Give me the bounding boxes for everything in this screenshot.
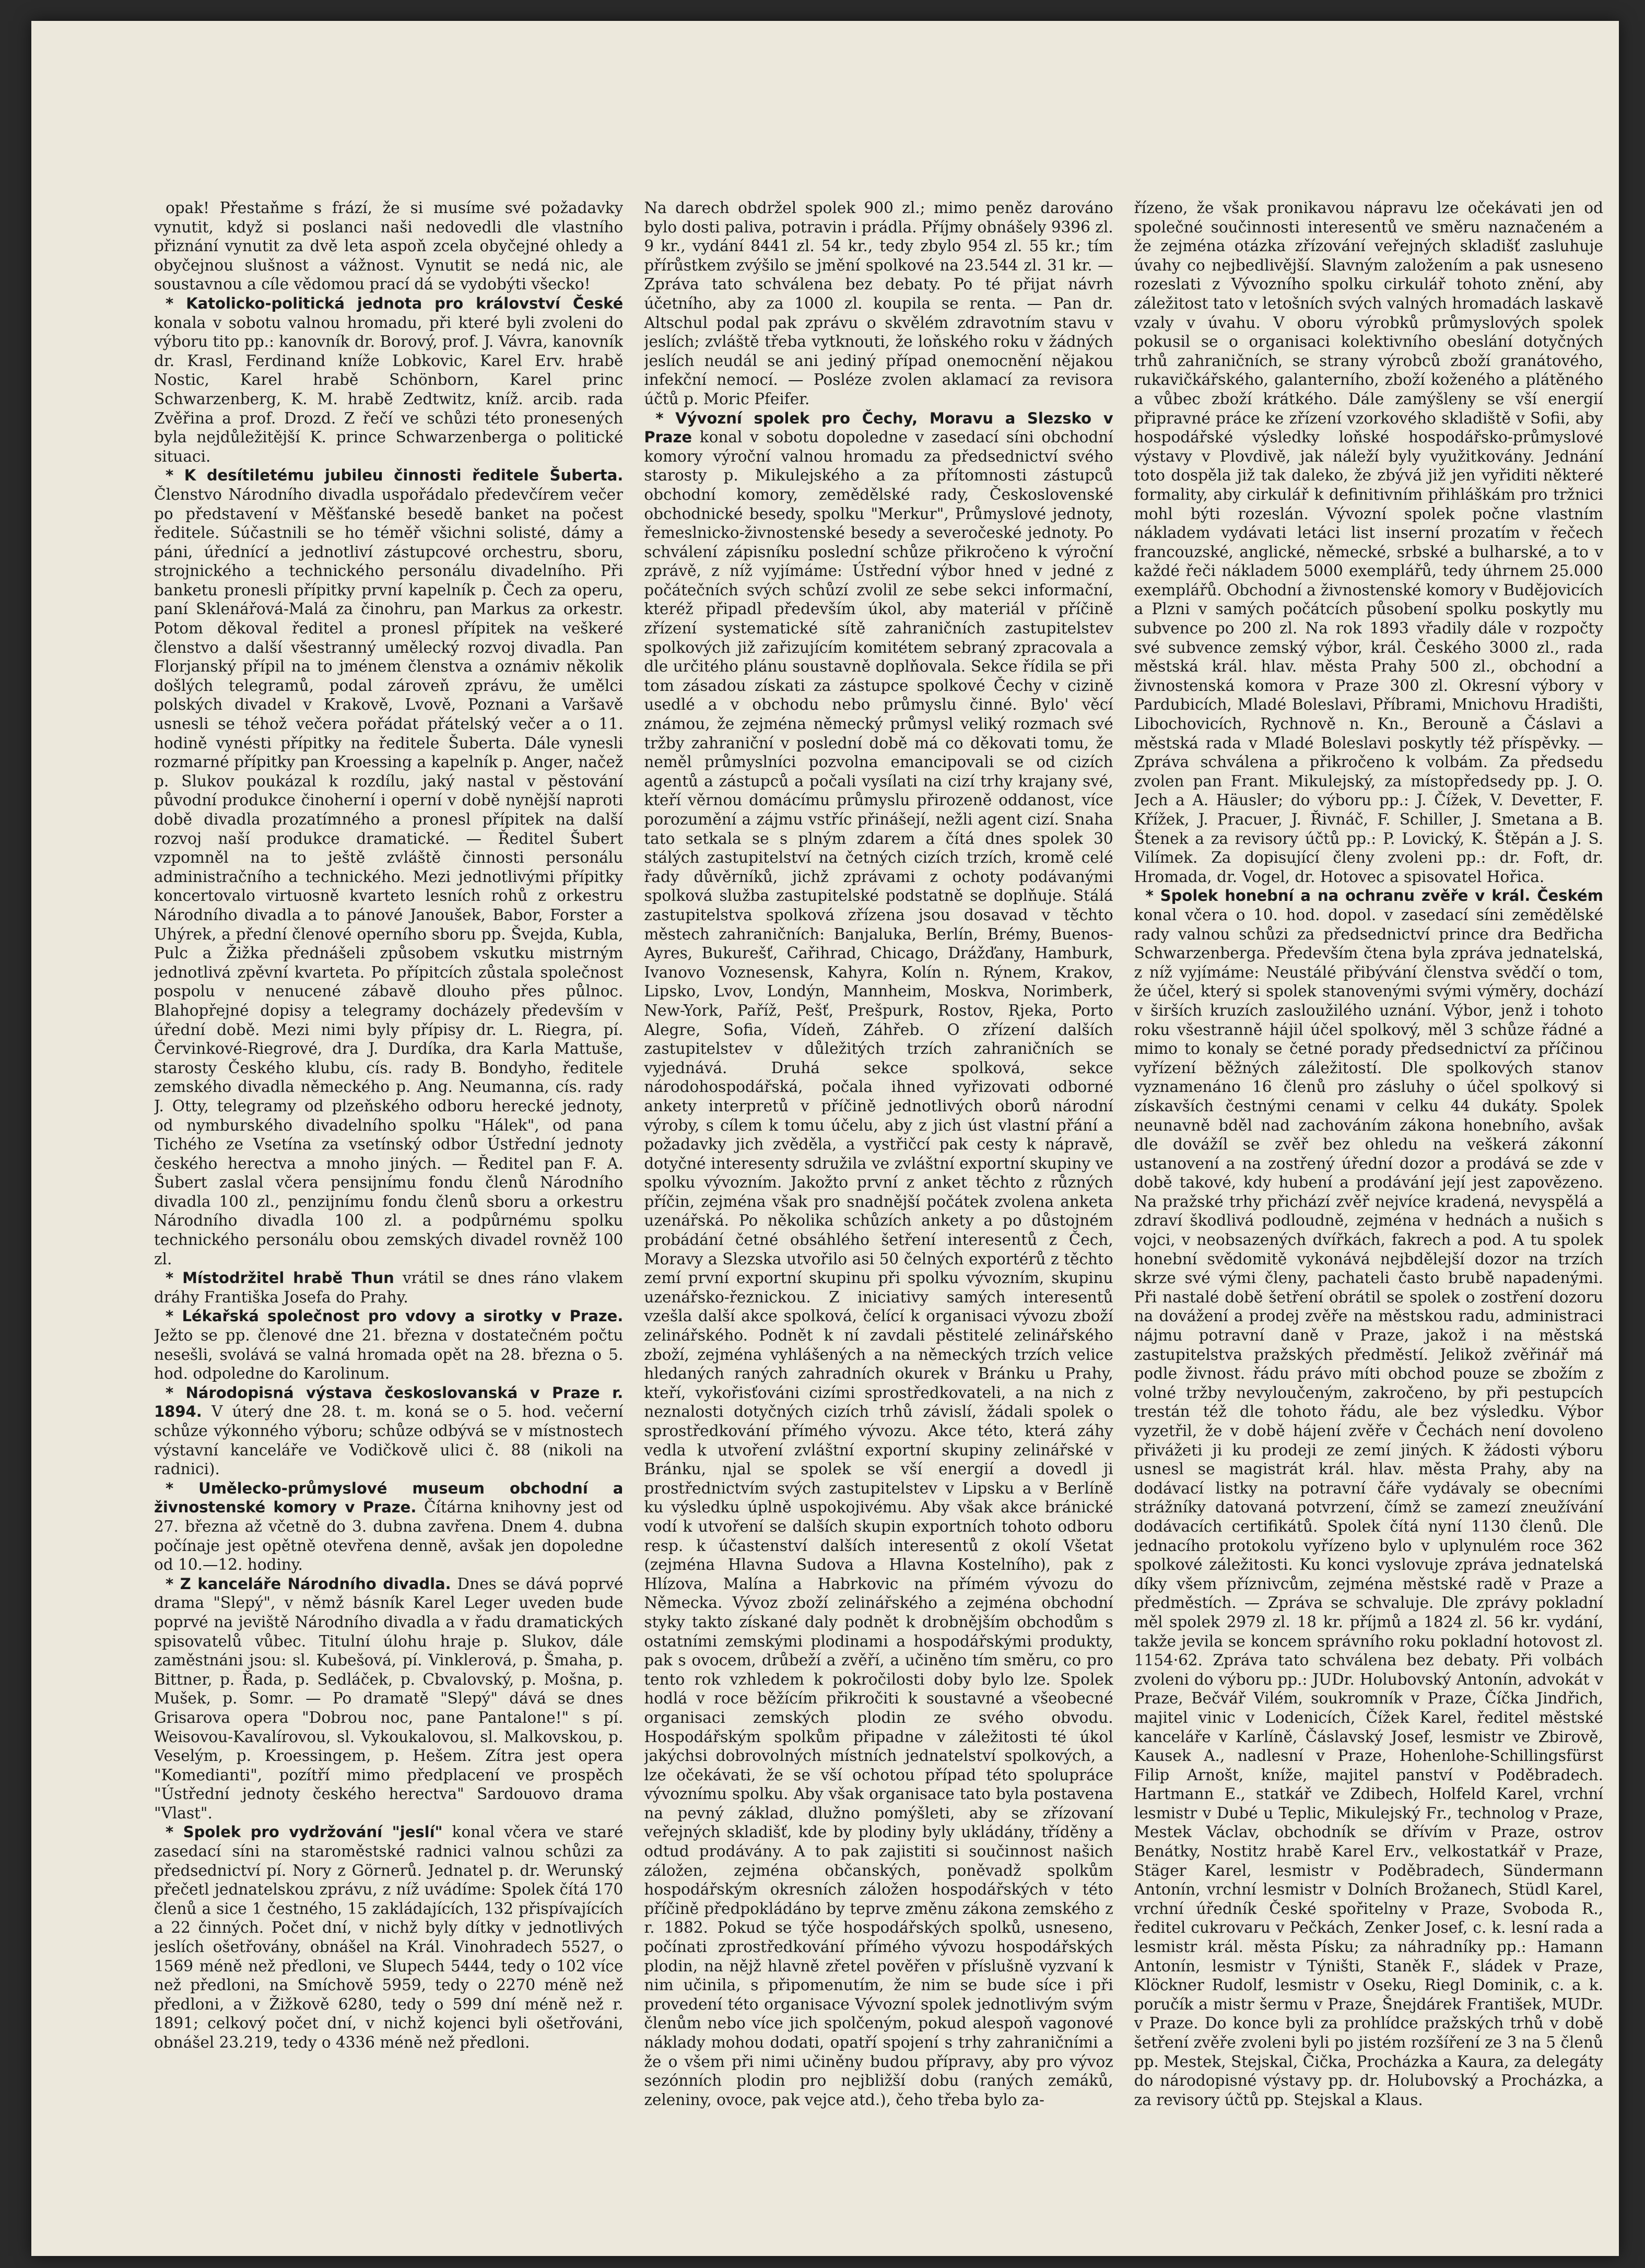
paragraph-heading: * Spolek pro vydržování "jeslí" [166, 1823, 443, 1841]
newspaper-page [31, 21, 1619, 2256]
paragraph-text: řízeno, že však pronikavou nápravu lze očekávati jen od společné součinnosti interesentů ve směru naznačeném a že zejména otázka zřízování veřejných skladišť zasluhuje úvahy co nejbedlivější. Slavným založením a pak usneseno rozeslati z Vývozního spolku cirkulář tohoto znění, aby záležitost tato v letošních svých valných hromadách laskavě vzaly v úvahu. V oboru výrobků průmyslových spolek pokusil se o organisaci kolektivního obeslání dotyčných trhů zahraničních, se strany výrobců zboží granátového, rukavičkářského, galanterního, zboží koženého a plátěného a vůbec zboží krátkého. Dále zamýšleny se vší energií připravné práce ke zřízení vzorkového skladiště v Sofii, aby hospodářské výsledky loňské hospodářsko-průmyslové výstavy v Plovdivě, jak náleží byly využitkovány. Jednání toto dospěla již tak daleko, že zbývá již jen vyřiditi některé formality, aby cirkulář k definitivním přihláškám pro tržnici mohl býti rozeslán. Vývozní spolek počne vlastním nákladem vydávati letáci list inserní prozatím v řečech francouzské, anglické, německé, srbské a bulharské, a to v každé řeči nákladem 5000 exemplářů, tedy úhrnem 25.000 exemplářů. Obchodní a živnostenské komory v Budějovicích a Plzni v samých počátcích působení spolku poskytly mu subvence po 200 zl. Na rok 1893 vřadily dále v rozpočty své subvence zemský výbor, král. Českého 3000 zl., rada městská král. hlav. města Prahy 500 zl., obchodní a živnostenská komora v Praze 300 zl. Okresní výbory v Pardubicích, Mladé Boleslavi, Příbrami, Mnichovu Hradišti, Libochovicích, Rychnově n. Kn., Berouně a Čáslavi a městská rada v Mladé Boleslavi poskytly též příspěvky. — Zpráva schválena a přikročeno k volbám. Za předsedu zvolen pan Frant. Mikulejský, za místopředsedy pp. J. O. Jech a A. Häusler; do výboru pp.: J. Čížek, V. Devetter, F. Křížek, J. Pracuer, J. Řivnáč, F. Schiller, J. Smetana a B. Štenek a za revisory účtů pp.: P. Lovický, K. Štěpán a J. S. Vilímek. Za dopisující členy zvoleni pp.: dr. Foft, dr. Hromada, dr. Vogel, dr. Hotovec a spisovatel Hořica. [1134, 199, 1603, 886]
news-paragraph [154, 1268, 623, 1307]
paragraph-heading: * Lékařská společnost pro vdovy a sirotky v Praze. [166, 1307, 624, 1325]
paragraph-heading: * Katolicko-politická jednota pro království České [166, 294, 624, 312]
news-paragraph [154, 466, 623, 1268]
paragraph-text: Členstvo Národního divadla uspořádalo předevčírem večer po představení v Měšťanské besedě banket na počest ředitele. Súčastnili se ho téměř všichni solisté, dámy a páni, úřednící a jednotliví zástupcové orchestru, sboru, strojnického a technického personálu divadelního. Při banketu pronesli přípitky první kapelník p. Čech za operu, paní Sklenářová-Malá za činohru, pan Markus za orkestr. Potom děkoval ředitel a pronesl přípitek na veškeré členstvo a další všestranný umělecký rozvoj divadla. Pan Florjanský přípil na to jménem členstva a oznámiv několik došlých telegramů, podal zároveň zprávu, že umělci polských divadel v Krakově, Lvově, Poznani a Varšavě usnesli se téhož večera pořádat přátelský večer a o 11. hodině vynésti přípitky na ředitele Šuberta. Dále vynesli rozmarné přípitky pan Kroessing a kapelník p. Anger, načež p. Slukov poukázal k rozdílu, jaký nastal v pěstování původní produkce činoherní i operní v době nynější naproti době divadla prozatímného a pronesl přípitek na další rozvoj naší produkce dramatické. — Ředitel Šubert vzpomněl na to ještě zvláště činnosti personálu administračního a technického. Mezi jednotlivými přípitky koncertovalo virtuosně kvarteto lesních rohů z orkestru Národního divadla a to pánové Janoušek, Babor, Forster a Uhýrek, a přední členové operního sboru pp. Švejda, Kubla, Pulc a Žižka přednášeli způsobem vskutku mistrným jednotlivá zpěvní kvarteta. Po přípitcích zůstala společnost pospolu v nenucené zábavě dlouho přes půlnoc. Blahopřejné dopisy a telegramy docházely především v úřední době. Mezi nimi byly přípisy dr. L. Riegra, pí. Červinkové-Riegrové, dra J. Durdíka, dra Karla Mattuše, starosty Českého klubu, cís. rady B. Bondyho, ředitele zemského divadla německého p. Ang. Neumanna, cís. rady J. Otty, telegramy od plzeňského odboru herecké jednoty, od nymburského divadelního spolku "Hálek", od pana Tichého ze Vsetína za vsetínský odbor Ústřední jednoty českého herectva a mnoho jiných. — Ředitel pan F. A. Šubert zaslal včera pensijnímu fondu členů Národního divadla 100 zl., penzijnímu fondu členů sboru a orkestru Národního divadla 100 zl. a podpůrnému spolku technického personálu obou zemských divadel rovněž 100 zl. [154, 485, 624, 1268]
paragraph-text: konala v sobotu valnou hromadu, při které byli zvoleni do výboru tito pp.: kanovník dr. Borový, prof. J. Vávra, kanovník dr. Krasl, Ferdinand kníže Lobkovic, Karel Erv. hrabě Nostic, Karel hrabě Schönborn, Karel princ Schwarzenberg, K. M. hrabě Zedtwitz, kníž. arcib. rada Zvěřina a prof. Drozd. Z řečí ve schůzi této pronesených byla nejdůležitější K. prince Schwarzenberga o politické situaci. [154, 313, 624, 465]
paragraph-heading: * Z kanceláře Národního divadla. [166, 1574, 451, 1593]
paragraph-heading: * Místodržitel hrabě Thun [166, 1269, 394, 1287]
news-paragraph [644, 198, 1113, 409]
paragraph-text: vrátil se dnes ráno vlakem dráhy Františka Josefa do Prahy. [154, 1269, 624, 1306]
paragraph-text: Na darech obdržel spolek 900 zl.; mimo peněz darováno bylo dosti paliva, potravin i prádla. Příjmy obnášely 9396 zl. 9 kr., vydání 8441 zl. 54 kr., tedy zbylo 954 zl. 55 kr.; tím přírůstkem zvýšilo se jmění spolkové na 23.544 zl. 31 kr. — Zpráva tato schválena bez debaty. Po té přijat návrh účetního, aby za 1000 zl. koupila se renta. — Pan dr. Altschul podal pak zprávu o skvělém zdravotním stavu v jeslích; zvláště třeba vytknouti, že loňského roku v žádných jeslích neudál se ani jediný případ onemocnění nějakou infekční nemocí. — Posléze zvolen aklamací za revisora účtů p. Moric Pfeifer. [644, 199, 1113, 408]
paragraph-text: Dnes se dává poprvé drama "Slepý", v němž básník Karel Leger uveden bude poprvé na jeviště Národního divadla a v řadu dramatických spisovatelů vůbec. Titulní úlohu hraje p. Slukov, dále zaměstnáni jsou: sl. Kubešová, pí. Vinklerová, p. Šmaha, p. Bittner, p. Řada, p. Sedláček, p. Cbvalovský, p. Mošna, p. Mušek, p. Somr. — Po dramatě "Slepý" dává se dnes Grisarova opera "Dobrou noc, pane Pantalone!" s pí. Weisovou-Kavalírovou, sl. Vykoukalovou, sl. Malkovskou, p. Veselým, p. Kroessingem, p. Hešem. Zítra jest opera "Komedianti", pozítří mimo předplacení ve prospěch "Ústřední jednoty českého herectva" Sardouovo drama "Vlast". [154, 1574, 624, 1822]
column-2 [644, 198, 1113, 2240]
paragraph-text: V úterý dne 28. t. m. koná se o 5. hod. večerní schůze výkonného výboru; schůze odbývá se v místnostech výstavní kanceláře ve Vodičkově ulici č. 88 (nikoli na radnici). [154, 1403, 624, 1478]
paragraph-text: konal včera o 10. hod. dopol. v zasedací síni zemědělské rady valnou schůzi za předsednictví prince dra Bedřicha Schwarzenberga. Především čtena byla zpráva jednatelská, z níž vyjímáme: Neustálé přibývání členstva svědčí o tom, že účel, který si spolek stanovenými svými výměry, dochází v širších kruzích zasloužilého uznání. Výbor, jenž i tohoto roku všestranně hájil účel spolkový, měl 3 schůze řádné a mimo to konaly se četné porady předsednictví za příčinou vyřízení běžných záležitostí. Dle spolkových stanov vyznamenáno 16 členů pro zásluhy o účel spolkový si získavších čestnými cenami v celku 44 dukáty. Spolek neunavně bděl nad zachováním zákona honebního, avšak dle dovážíl se zvěř bez ohledu na veškerá zákonní ustanovení a na zostřený úřední dozor a prodává se zde v době takové, kdy hubení a prodávání její jest zapovězeno. Na pražské trhy přichází zvěř nejvíce kradená, nevyspělá a zdraví škodlivá podloudně, zejména v hednách a nušich s vojci, v neobsazených dvířkách, fakrech a pod. A tu spolek honební svědomitě vykonává nejbdělejší dozor na trzích skrze své vými členy, pachateli často brubě napadenými. Při nastalé době šetření obrátil se spolek o zostření dozoru na dovážení a prodej zvěře na městskou radu, administraci nájmu potravní daně v Praze, jakož i na městská zastupitelstva pražských předměstí. Jelikož zvěřinář má podle živnost. řádu právo míti obchod pouze se zbožím z volné tržby nevyloučeným, zakročeno, by při pestupcích trestán též dle tohoto řádu, ale bez výsledku. Výbor vyzetřil, že v době hájení zvěře v Čechách není dovoleno přivážeti ji ku prodeji ze zemí jiných. K žádosti výboru usnesl se magistrát král. hlav. města Prahy, aby na dodávací listky na potravní čáře vydávaly se obecními strážníky datovaná potvrzení, čímž se zamezí zneužívání dodávacích certifikátů. Spolek čítá nyní 1130 členů. Dle jednacího protokolu vyřízeno bylo v uplynulém roce 362 spolkové záležitosti. Ku konci vyslovuje zpráva jednatelská díky všem příznivcům, zejména městské radě v Praze a předměstích. — Zpráva se schvaluje. Dle zprávy pokladní měl spolek 2979 zl. 18 kr. příjmů a 1824 zl. 56 kr. vydání, takže jevila se koncem správního roku pokladní hotovost zl. 1154·62. Zpráva tato schválena bez debaty. Při volbách zvoleni do výboru pp.: JUDr. Holubovský Antonín, advokát v Praze, Bečvář Vilém, soukromník v Praze, Číčka Jindřich, majitel vinic v Lodenicích, Čížek Karel, ředitel městské kanceláře v Karlíně, Čáslavský Josef, lesmistr ve Zbirově, Kausek A., nadlesní v Praze, Hohenlohe-Schillingsfürst Filip Arnošt, kníže, majitel panství v Poděbradech. Hartmann E., statkář ve Zdibech, Holfeld Karel, vrchní lesmistr v Dubé u Teplic, Mikulejský Fr., technolog v Praze, Mestek Václav, obchodník se dřívím v Praze, ostrov Benátky, Nostitz hrabě Karel Erv., velkostatkář v Praze, Stäger Karel, lesmistr v Poděbradech, Sündermann Antonín, vrchní lesmistr v Dolních Brožanech, Stüdl Karel, vrchní úředník České spořitelny v Praze, Svoboda R., ředitel cukrovaru v Pečkách, Zenker Josef, c. k. lesní rada a lesmistr král. města Písku; za náhradníky pp.: Hamann Antonín, lesmistr v Týništi, Staněk F., sládek v Praze, Klöckner Rudolf, lesmistr v Oseku, Riegl Dominik, c. a k. poručík a mistr šermu v Praze, Šnejdárek František, MUDr. v Praze. Do konce byli za prohlídce pražských trhů v době šetření zvěře zvoleni byli po jistém rozšíření ze 3 na 5 členů pp. Mestek, Stejskal, Čička, Procházka a Kaura, za delegáty do národopisné výstavy pp. dr. Holubovský a Procházka, a za revisory účtů pp. Stejskal a Klaus. [1134, 906, 1603, 2109]
news-paragraph [154, 1823, 623, 2052]
paragraph-heading: * Vývozní spolek pro Čechy, Moravu a Slezsko v Praze [644, 409, 1113, 446]
news-paragraph [154, 1574, 623, 1823]
news-paragraph [154, 294, 623, 466]
column-3 [1134, 198, 1603, 2240]
news-paragraph [154, 1479, 623, 1574]
news-paragraph [154, 1383, 623, 1479]
paragraph-text: Čítárna knihovny jest od 27. března až včetně do 3. dubna zavřena. Dnem 4. dubna počínaje jest opětně otevřena denně, avšak jen dopoledne od 10.—12. hodiny. [154, 1498, 624, 1574]
paragraph-text: konal včera ve staré zasedací síni na staroměstské radnici valnou schůzi za předsednictví pí. Nory z Görnerů. Jednatel p. dr. Werunský přečetl jednatelskou zprávu, z níž uvádíme: Spolek čítá 170 členů a sice 1 čestného, 15 zakládajících, 132 přispívajících a 22 činných. Počet dní, v nichž byly dítky v jednotlivých jeslích ošetřovány, obnášel na Král. Vinohradech 5527, o 1569 méně než předloni, ve Slupech 5444, tedy o 102 více než předloni, na Smíchově 5959, tedy o 2270 méně než předloni, a v Žižkově 6280, tedy o 599 dní méně než r. 1891; celkový počet dní, v nichž kojenci byli ošetřováni, obnášel 23.219, tedy o 4336 méně než předloni. [154, 1823, 624, 2051]
paragraph-text: Ježto se pp. členové dne 21. března v dostatečném počtu nesešli, svolává se valná hromada opět na 28. března o 5. hod. odpoledne do Karolinum. [154, 1326, 624, 1383]
news-paragraph [1134, 886, 1603, 2109]
paragraph-heading: * Umělecko-průmyslové museum obchodní a živnostenské komory v Praze. [154, 1479, 624, 1517]
paragraph-text: konal v sobotu dopoledne v zasedací síni obchodní komory výroční valnou hromadu za předsednictví svého starosty p. Mikulejského a za přítomnosti zástupců obchodní komory, zemědělské rady, Československé obchodnické besedy, spolku "Merkur", Průmyslové jednoty, řemeslnicko-živnostenské besedy a severočeské jednoty. Po schválení zápisníku poslední schůze přikročeno k výroční zprávě, z níž vyjímáme: Ústřední výbor hned v jedné z počátečních svých schůzí zvolil ze sebe sekci informační, kteréž připadl především úkol, aby materiál v příčině zřízení systematické sítě zahraničních zastupitelstev spolkových již zařizujícím komitétem sebraný zpracovala a dle určitého plánu soustavně doplňovala. Sekce řídila se při tom zásadou získati za zástupce spolkové Čechy v cizině usedlé a v obchodu nebo průmyslu činné. Bylo' věcí známou, že zejména německý průmysl veliký rozmach své tržby zahraniční v poslední době má co děkovati tomu, že neměl průmyslníci pozvolna emancipovali se od cizích agentů a zástupců a počali vysílati na cizí trhy krajany své, kteří věrnou domácímu průmyslu přirozeně oddanost, více porozumění a zájmu vstříc přinášejí, nežli agent cizí. Snaha tato setkala se s plným zdarem a čítá dnes spolek 30 stálých zastupitelství na četných cizích trzích, kromě celé řady důvěrníků, jichž zprávami z ochoty podávanými spolková služba zastupitelské podstatně se doplňuje. Stálá zastupitelstva spolková zřízena jsou dosavad v těchto městech zahraničních: Banjaluka, Berlín, Brémy, Buenos-Ayres, Bukurešť, Cařihrad, Chicago, Drážďany, Hamburk, Ivanovo Voznesensk, Kahyra, Kolín n. Rýnem, Krakov, Lipsko, Lvov, Londýn, Mannheim, Moskva, Norimberk, New-York, Paříž, Pešť, Prešpurk, Rostov, Rjeka, Porto Alegre, Sofia, Vídeň, Záhřeb. O zřízení dalších zastupitelstev v důležitých trzích zahraničních se vyjednává. Druhá sekce spolková, sekce národohospodářská, počala ihned vyřizovati odborné ankety interpretů v příčině jednotlivých oborů národní výroby, s cílem k tomu účelu, aby z jich úst vlastní přání a požadavky jich zvěděla, a vystřičcí pak cesty k nápravě, dotyčné interesenty sdružila ve zvláštní exportní skupiny ve spolku vývozním. Jakožto první z anket těchto z různých příčin, zejména však pro snadnější počátek zvolena anketa uzenářská. Po několika schůzích ankety a po důstojném probádání četné obsáhlého šetření interesentů z Čech, Moravy a Slezska utvořilo asi 50 čelných exportérů z těchto zemí první exportní skupinu při spolku vývozním, skupinu uzenářsko-řeznickou. Z iniciativy samých interesentů vzešla další akce spolková, čelící k organisaci vývozu zboží zelinářského. Podnět k ní zavdali pěstitelé zelinářského zboží, zejména vyhlášených a na německých trzích velice hledaných raných zahradních okurek v Bránku u Prahy, kteří, vykořisťováni cizími sprostředkovateli, a na nich z neznalosti dotyčných cizích trhů závislí, žádali spolek o sprostředkování přímého vývozu. Akce této, která záhy vedla k utvoření zvláštní exportní skupiny zelinářské v Bránku, njal se spolek se vší energií a dovedl ji prostřednictvím svých zastupitelstev v Lipsku a v Berlíně ku výsledku úplně uspokojivému. Aby však akce bránické vodí k utvoření se dalších skupin exportních tohoto odboru resp. k účastenství dalších interesentů z okolí Všetat (zejména Hlavna Sudova a Hlavna Kostelního), pak z Hlízova, Malína a Habrkovic na přímém vývozu do Německa. Vývoz zboží zelinářského a zejména obchodní styky takto získané daly podnět k drobnějším obchodům s ostatními zemskými plodinami a hospodářskými produkty, pak s ovocem, drůbeží a zvěří, a učiněno tím směru, co pro tento rok vzhledem k pokročilosti doby bylo lze. Spolek hodlá v roce běžícím přikročiti k soustavné a všeobecné organisaci zemských plodin ze svého obvodu. Hospodářským spolkům připadne v záležitosti té úkol jakýchsi dobrovolných místních jednatelství spolkových, a lze očekávati, že se vší ochotou případ této spolupráce vývoznímu spolku. Aby však organisace tato byla postavena na pevný základ, dlužno pomýšleti, aby se zřízovaní veřejných skladišť, kde by plodiny byly ukládány, tříděny a odtud prodávány. A to pak zajistiti si součinnost našich záložen, zejména občanských, poněvadž spolkům hospodářským okresních záložen hospodářských v této příčině předpokládáno by teprve změnu zákona zemského z r. 1882. Pokud se týče hospodářských spolků, usneseno, počínati zprostředkování přímého vývozu hospodářských plodin, na nějž hlavně zřetel pověřen v příslušně vyzvaní k nim učinila, s připomenutím, že nim se bude síce i při provedení této organisace Vývozní spolek jednotlivým svým členům nebo více jich spolčeným, pokud alespoň vagonové náklady mohou dodati, opatří spojení s trhy zahraničními a že o všem při nimi učiněny budou přípravy, aby pro vývoz sezónních plodin pro nejbližší dobu (raných zemáků, zeleniny, ovoce, pak vejce atd.), čeho třeba bylo za- [644, 428, 1113, 2109]
paragraph-heading: * K desítiletému jubileu činnosti ředitele Šuberta. [166, 466, 624, 485]
news-paragraph [1134, 198, 1603, 886]
paragraph-text: opak! Přestaňme s frází, že si musíme své požadavky vynutit, když si poslanci naši nedovedli dle vlastního přiznání vynutit za dvě leta aspoň zcela obyčejné ohledy a obyčejnou slušnost a vážnost. Vynutit se nedá nic, ale soustavnou a cíle vědomou prací dá se vydobýti všecko! [154, 199, 624, 293]
news-paragraph [644, 409, 1113, 2110]
news-paragraph [154, 198, 623, 294]
columns [154, 198, 1603, 2240]
news-paragraph [154, 1307, 623, 1383]
column-1 [154, 198, 623, 2240]
paragraph-heading: * Spolek honební a na ochranu zvěře v král. Českém [1145, 887, 1603, 905]
paragraph-heading: * Národopisná výstava českoslovanská v Praze r. 1894. [154, 1383, 624, 1421]
